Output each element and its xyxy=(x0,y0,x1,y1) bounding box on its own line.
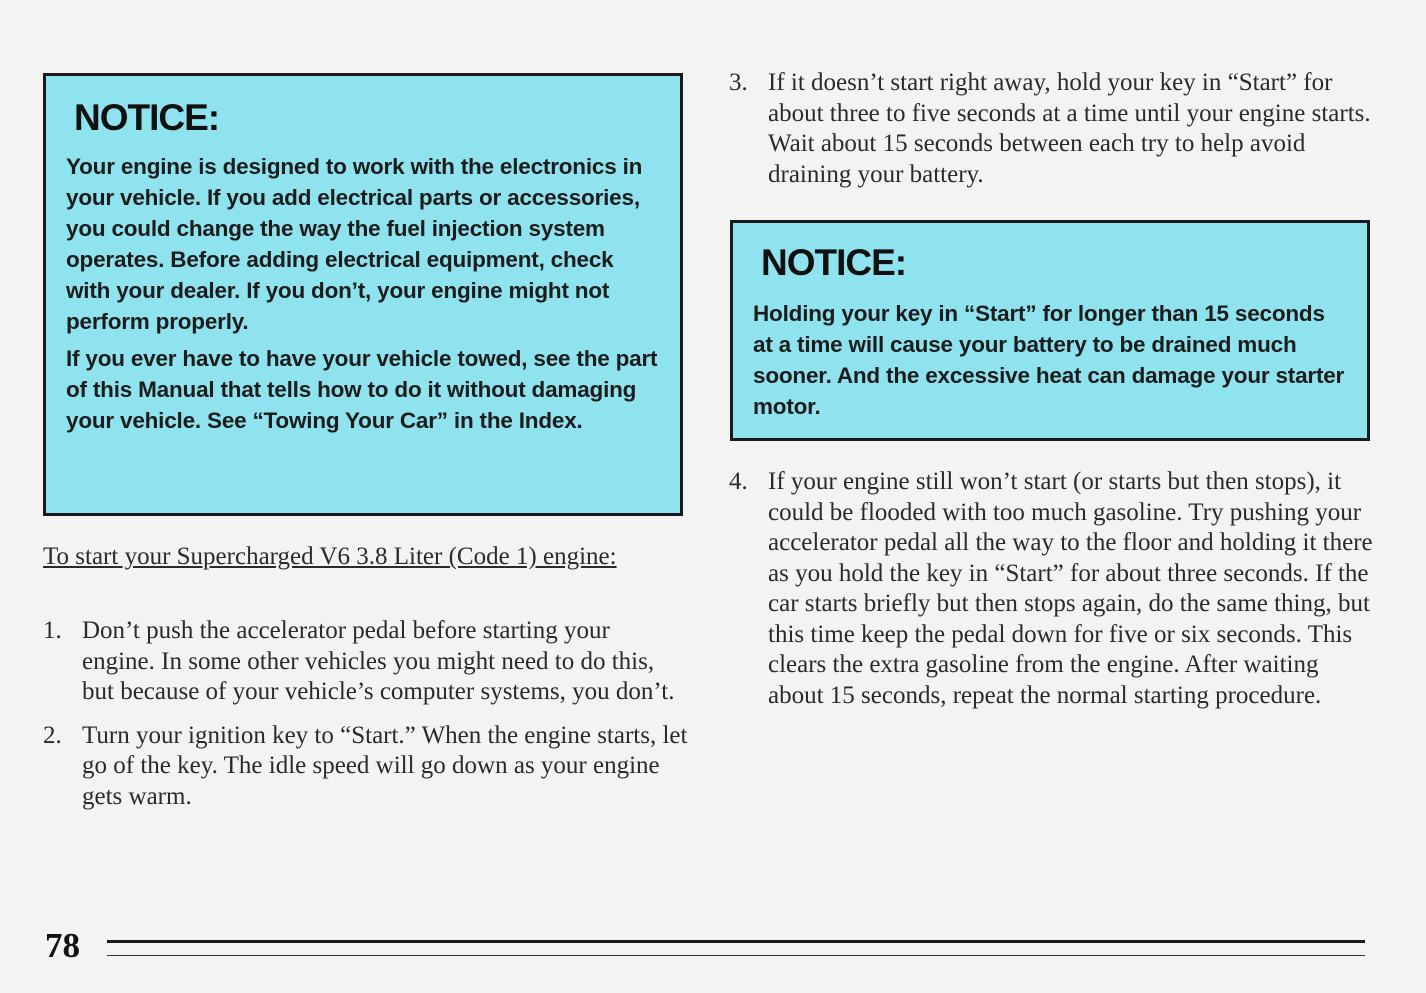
notice-title: NOTICE: xyxy=(761,242,907,283)
step-text: Turn your ignition key to “Start.” When the engine starts, let go of the key. The idle speed will go down as your engine gets warm. xyxy=(82,721,688,810)
list-item xyxy=(43,616,688,708)
footer-rule-thin xyxy=(107,955,1365,956)
notice-body xyxy=(66,151,662,436)
section-heading: To start your Supercharged V6 3.8 Liter (Code 1) engine: xyxy=(43,543,617,570)
start-steps-list-final xyxy=(729,467,1374,724)
list-item xyxy=(729,68,1374,190)
notice-paragraph: If you ever have to have your vehicle towed, see the part of this Manual that tells how to do it without damaging your vehicle. See “Towing Your Car” in the Index. xyxy=(66,345,658,433)
notice-paragraph: Holding your key in “Start” for longer than 15 seconds at a time will cause your battery to be drained much sooner. And the excessive heat can damage your starter motor. xyxy=(753,300,1345,419)
step-text: Don’t push the accelerator pedal before starting your engine. In some other vehicles you might need to do this, but because of your vehicle’s computer systems, you don’t. xyxy=(82,617,675,705)
list-item xyxy=(43,721,688,813)
step-number: 2. xyxy=(43,721,62,749)
notice-title: NOTICE: xyxy=(74,97,220,138)
step-text: If your engine still won’t start (or starts but then stops), it could be flooded with too much gasoline. Try pushing your accelerator pedal all the way to the floor and holding it there as you hold the key in “Start” for about three seconds. If the car starts briefly but then stops again, do the same thing, but this time keep the pedal down for five or six seconds. This clears the extra gasoline from the engine. After waiting about 15 seconds, repeat the normal starting procedure. xyxy=(768,468,1373,709)
step-number: 3. xyxy=(729,69,748,96)
step-number: 1. xyxy=(43,617,62,644)
list-item xyxy=(729,467,1374,711)
notice-paragraph: Your engine is designed to work with the electronics in your vehicle. If you add electrical parts or accessories, you could change the way the fuel injection system operates. Before adding electrical equipment, check with your dealer. If you don’t, your engine might not perform properly. xyxy=(66,153,643,334)
notice-box-electronics xyxy=(43,73,683,516)
step-number: 4. xyxy=(729,468,748,495)
start-steps-list xyxy=(43,616,688,825)
page-number: 78 xyxy=(45,926,80,965)
notice-body xyxy=(753,298,1349,422)
notice-box-starter xyxy=(730,220,1370,441)
footer-rule-thick xyxy=(107,940,1365,943)
start-steps-list-continued xyxy=(729,68,1374,203)
step-text: If it doesn’t start right away, hold your key in “Start” for about three to five seconds at a time until your engine starts. Wait about 15 seconds between each try to help avoid draining your battery. xyxy=(768,69,1371,188)
